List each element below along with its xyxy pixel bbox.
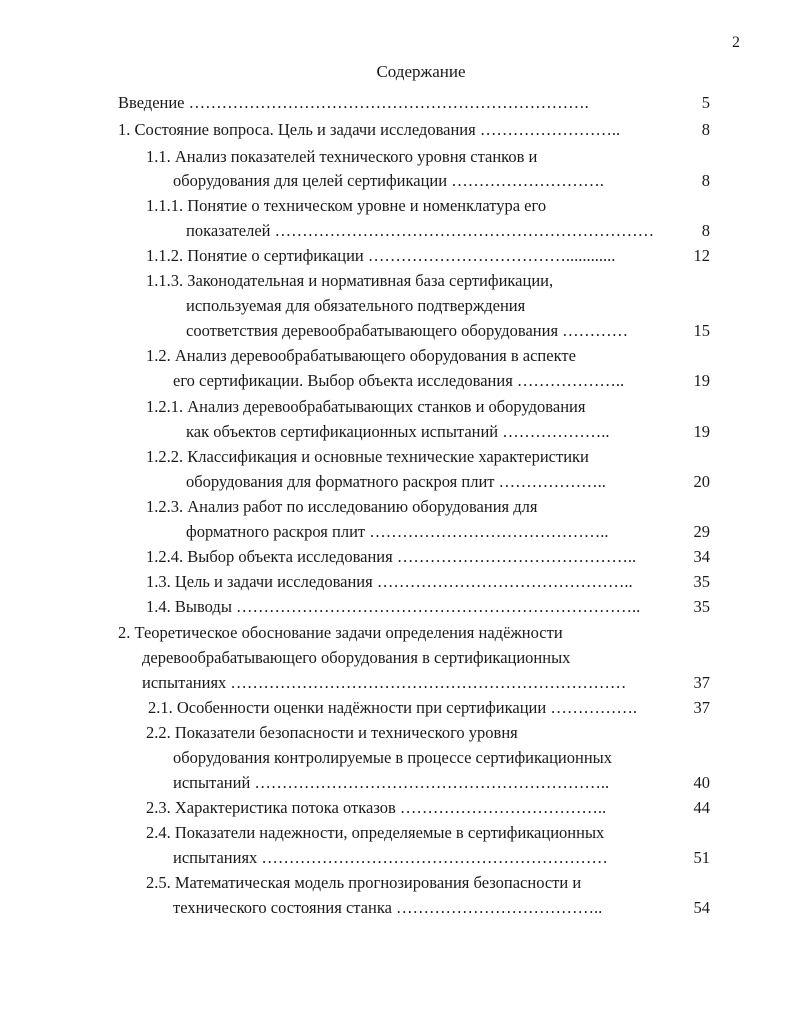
toc-entry: 1.1.1. Понятие о техническом уровне и номенклатура его xyxy=(146,196,547,215)
toc-page-number: 35 xyxy=(693,597,710,616)
toc-entry: показателей …………………………………………………………… xyxy=(186,221,655,240)
toc-entry: 2.5. Математическая модель прогнозирования безопасности и xyxy=(146,873,582,892)
toc-entry: деревообрабатывающего оборудования в сертификационных xyxy=(142,648,571,667)
toc-entry: 2.4. Показатели надежности, определяемые в сертификационных xyxy=(146,823,605,842)
toc-entry: 1.3. Цель и задачи исследования ……………………………………….. xyxy=(146,572,633,591)
toc-page-number: 12 xyxy=(693,246,710,265)
toc-entry: 1.2.4. Выбор объекта исследования …………………………………….. xyxy=(146,547,637,566)
toc-page-number: 8 xyxy=(701,221,710,240)
toc-entry: Введение ………………………………………………………………. xyxy=(118,93,589,112)
toc-page-number: 34 xyxy=(693,547,710,566)
toc-entry: 1.1. Анализ показателей технического уровня станков и xyxy=(146,147,538,166)
toc-page-number: 8 xyxy=(701,171,710,190)
toc-page-number: 54 xyxy=(693,898,710,917)
toc-entry: испытаний ……………………………………………………….. xyxy=(173,773,610,792)
toc-entry: 2.3. Характеристика потока отказов ……………………………….. xyxy=(146,798,607,817)
toc-entry: 1.2.2. Классификация и основные технические характеристики xyxy=(146,447,589,466)
toc-entry: используемая для обязательного подтверждения xyxy=(186,296,526,315)
toc-entry: испытаниях ……………………………………………………………… xyxy=(142,673,627,692)
toc-entry: испытаниях ……………………………………………………… xyxy=(173,848,608,867)
toc-page-number: 37 xyxy=(693,698,710,717)
toc-page-number: 19 xyxy=(693,422,710,441)
page-number: 2 xyxy=(732,34,740,51)
toc-page-number: 5 xyxy=(701,93,710,112)
toc-entry: 1.1.3. Законодательная и нормативная база сертификации, xyxy=(146,271,554,290)
page-title: Содержание xyxy=(376,62,466,81)
toc-entry: 2.1. Особенности оценки надёжности при сертификации ……………. xyxy=(148,698,637,717)
toc-entry: 2.2. Показатели безопасности и технического уровня xyxy=(146,723,518,742)
toc-page-number: 19 xyxy=(693,371,710,390)
toc-page-number: 37 xyxy=(693,673,710,692)
toc-entry: технического состояния станка ……………………………….. xyxy=(173,898,603,917)
toc-page-number: 40 xyxy=(693,773,710,792)
toc-page-number: 35 xyxy=(693,572,710,591)
toc-entry: 1. Состояние вопроса. Цель и задачи исследования …………………….. xyxy=(118,120,621,139)
toc-entry: соответствия деревообрабатывающего оборудования ………… xyxy=(186,321,629,340)
toc-entry: 1.1.2. Понятие о сертификации ………………………………............ xyxy=(146,246,616,265)
toc-entry: оборудования для целей сертификации ………………………. xyxy=(173,171,604,190)
toc-page-number: 44 xyxy=(693,798,710,817)
toc-entry: 1.4. Выводы ……………………………………………………………….. xyxy=(146,597,641,616)
toc-page-number: 20 xyxy=(693,472,710,491)
toc-page-number: 29 xyxy=(693,522,710,541)
toc-entry: оборудования контролируемые в процессе сертификационных xyxy=(173,748,612,767)
toc-entry: 2. Теоретическое обоснование задачи определения надёжности xyxy=(118,623,563,642)
toc-page-number: 15 xyxy=(693,321,710,340)
toc-entry: 1.2.1. Анализ деревообрабатывающих станков и оборудования xyxy=(146,397,586,416)
toc-entry: форматного раскроя плит …………………………………….. xyxy=(186,522,609,541)
toc-entry: оборудования для форматного раскроя плит ……………….. xyxy=(186,472,606,491)
toc-page-number: 8 xyxy=(701,120,710,139)
toc-entry: как объектов сертификационных испытаний ……………….. xyxy=(186,422,610,441)
toc-page-number: 51 xyxy=(693,848,710,867)
toc-entry: его сертификации. Выбор объекта исследования ……………….. xyxy=(173,371,625,390)
toc-entry: 1.2. Анализ деревообрабатывающего оборудования в аспекте xyxy=(146,346,576,365)
toc-entry: 1.2.3. Анализ работ по исследованию оборудования для xyxy=(146,497,538,516)
